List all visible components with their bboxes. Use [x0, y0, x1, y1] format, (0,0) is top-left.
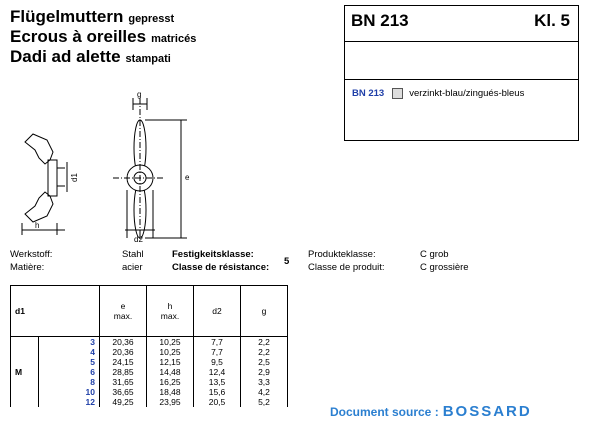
finish-text: verzinkt-blau/zingués-bleus: [409, 88, 525, 99]
box-divider: [345, 79, 578, 80]
value-cell: 24,15: [100, 357, 147, 367]
size-cell: 6: [38, 367, 99, 377]
header-g: g: [241, 286, 288, 337]
finish-row: [352, 88, 524, 99]
classe-prod-label: Classe de produit:: [308, 262, 385, 273]
title-de-sub: gepresst: [128, 13, 175, 25]
finish-checkbox[interactable]: [392, 88, 403, 99]
table-row: [11, 357, 288, 367]
label-g: g: [137, 90, 142, 99]
label-h: h: [35, 221, 40, 230]
material-labels: [10, 248, 52, 274]
value-cell: 3,3: [241, 377, 288, 387]
header-d2: d2: [194, 286, 241, 337]
value-cell: 4,2: [241, 387, 288, 397]
classe-res-label: Classe de résistance:: [172, 262, 270, 273]
value-cell: 14,48: [147, 367, 194, 377]
strength-labels: [172, 248, 269, 274]
title-it-sub: stampati: [125, 53, 171, 65]
value-cell: 7,7: [194, 347, 241, 357]
size-cell: 8: [38, 377, 99, 387]
table-header: [11, 286, 288, 337]
product-class-labels: [308, 248, 385, 274]
value-cell: 36,65: [100, 387, 147, 397]
size-cell: 5: [38, 357, 99, 367]
title-fr-sub: matricés: [151, 33, 197, 45]
finish-code: BN 213: [352, 88, 385, 99]
table-row: [11, 387, 288, 397]
value-cell: 31,65: [100, 377, 147, 387]
matiere-label: Matière:: [10, 262, 45, 273]
size-cell: 12: [38, 397, 99, 407]
header-d1: d1: [11, 286, 100, 337]
size-cell: 10: [38, 387, 99, 397]
product-class-fr: C grossière: [420, 262, 469, 273]
strength-value: 5: [284, 256, 290, 267]
value-cell: 18,48: [147, 387, 194, 397]
werkstoff-label: Werkstoff:: [10, 249, 53, 260]
technical-drawing: [5, 90, 205, 245]
table-row: [11, 337, 288, 348]
product-class-values: [420, 248, 469, 274]
size-cell: 3: [38, 337, 99, 348]
header-e: e max.: [100, 286, 147, 337]
product-class-de: C grob: [420, 249, 449, 260]
value-cell: 2,9: [241, 367, 288, 377]
standard-box-header: [345, 6, 578, 42]
value-cell: 20,5: [194, 397, 241, 407]
label-d2: d2: [134, 235, 143, 244]
side-view: [22, 134, 67, 235]
value-cell: 16,25: [147, 377, 194, 387]
festigkeit-label: Festigkeitsklasse:: [172, 249, 254, 260]
value-cell: 49,25: [100, 397, 147, 407]
document-source: [330, 403, 532, 421]
value-cell: 5,2: [241, 397, 288, 407]
title-it: [10, 47, 196, 67]
value-cell: 2,5: [241, 357, 288, 367]
title-de-main: Flügelmuttern: [10, 7, 124, 26]
bossard-logo: BOSSARD: [442, 403, 532, 420]
value-cell: 20,36: [100, 347, 147, 357]
table-row: [11, 347, 288, 357]
value-cell: 20,36: [100, 337, 147, 348]
front-view: [113, 98, 187, 240]
label-d1: d1: [70, 173, 79, 182]
value-cell: 9,5: [194, 357, 241, 367]
document-source-label: Document source :: [330, 405, 439, 419]
value-cell: 15,6: [194, 387, 241, 397]
material-values: [122, 248, 144, 274]
label-e: e: [185, 173, 190, 182]
standard-box: [344, 5, 579, 141]
strength-class-label: Kl. 5: [534, 11, 570, 30]
title-fr-main: Ecrous à oreilles: [10, 27, 147, 46]
table-row: [11, 367, 288, 377]
produktklasse-label: Produkteklasse:: [308, 249, 376, 260]
title-it-main: Dadi ad alette: [10, 47, 121, 66]
title-block: [10, 7, 196, 67]
material-value-fr: acier: [122, 262, 143, 273]
table-row: [11, 377, 288, 387]
table-row: [11, 397, 288, 407]
material-value-de: Stahl: [122, 249, 144, 260]
title-de: [10, 7, 196, 27]
size-cell: 4: [38, 347, 99, 357]
standard-code: BN 213: [351, 11, 409, 30]
value-cell: 10,25: [147, 337, 194, 348]
value-cell: 23,95: [147, 397, 194, 407]
header-h: h max.: [147, 286, 194, 337]
dimensions-table: [10, 285, 288, 407]
thread-group: M: [11, 337, 39, 408]
value-cell: 12,4: [194, 367, 241, 377]
value-cell: 2,2: [241, 337, 288, 348]
value-cell: 2,2: [241, 347, 288, 357]
value-cell: 10,25: [147, 347, 194, 357]
value-cell: 28,85: [100, 367, 147, 377]
title-fr: [10, 27, 196, 47]
value-cell: 12,15: [147, 357, 194, 367]
value-cell: 13,5: [194, 377, 241, 387]
value-cell: 7,7: [194, 337, 241, 348]
